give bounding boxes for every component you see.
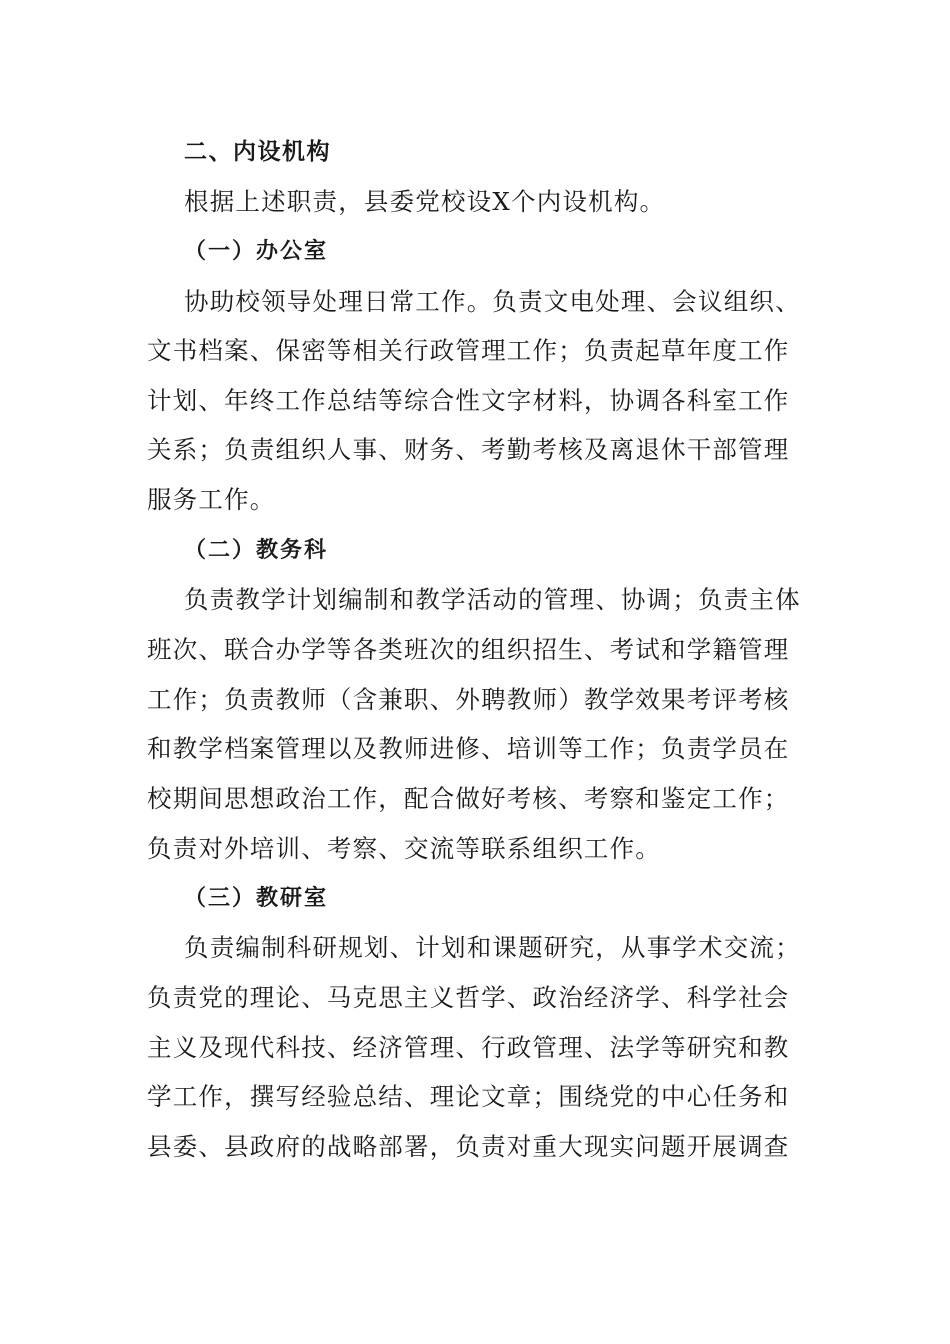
paragraph-line: 文书档案、保密等相关行政管理工作；负责起草年度工作 (147, 336, 790, 365)
paragraph-line: 协助校领导处理日常工作。负责文电处理、会议组织、 (184, 287, 801, 316)
section-title: 二、内设机构 (184, 139, 331, 165)
intro-paragraph: 根据上述职责，县委党校设X个内设机构。 (184, 187, 666, 216)
paragraph-line: 和教学档案管理以及教师进修、培训等工作；负责学员在 (147, 734, 790, 763)
paragraph-line: 负责党的理论、马克思主义哲学、政治经济学、科学社会 (147, 983, 790, 1012)
paragraph-line: 计划、年终工作总结等综合性文字材料，协调各科室工作 (147, 386, 790, 415)
unit-title-research-office: （三）教研室 (184, 886, 329, 911)
paragraph-line: 班次、联合办学等各类班次的组织招生、考试和学籍管理 (147, 635, 790, 664)
unit-title-office: （一）办公室 (184, 239, 329, 264)
paragraph-line: 校期间思想政治工作，配合做好考核、考察和鉴定工作； (147, 784, 790, 813)
paragraph-line: 负责对外培训、考察、交流等联系组织工作。 (147, 834, 661, 863)
paragraph-line: 服务工作。 (147, 485, 276, 514)
paragraph-line: 负责教学计划编制和教学活动的管理、协调；负责主体 (184, 585, 801, 614)
paragraph-line: 县委、县政府的战略部署，负责对重大现实问题开展调查 (147, 1132, 790, 1161)
paragraph-line: 工作；负责教师（含兼职、外聘教师）教学效果考评考核 (147, 685, 790, 714)
paragraph-line: 关系；负责组织人事、财务、考勤考核及离退休干部管理 (147, 435, 790, 464)
unit-title-academic-affairs: （二）教务科 (184, 538, 329, 563)
paragraph-line: 主义及现代科技、经济管理、行政管理、法学等研究和教 (147, 1033, 790, 1062)
paragraph-line: 学工作，撰写经验总结、理论文章；围绕党的中心任务和 (147, 1082, 790, 1111)
paragraph-line: 负责编制科研规划、计划和课题研究，从事学术交流； (184, 933, 801, 962)
